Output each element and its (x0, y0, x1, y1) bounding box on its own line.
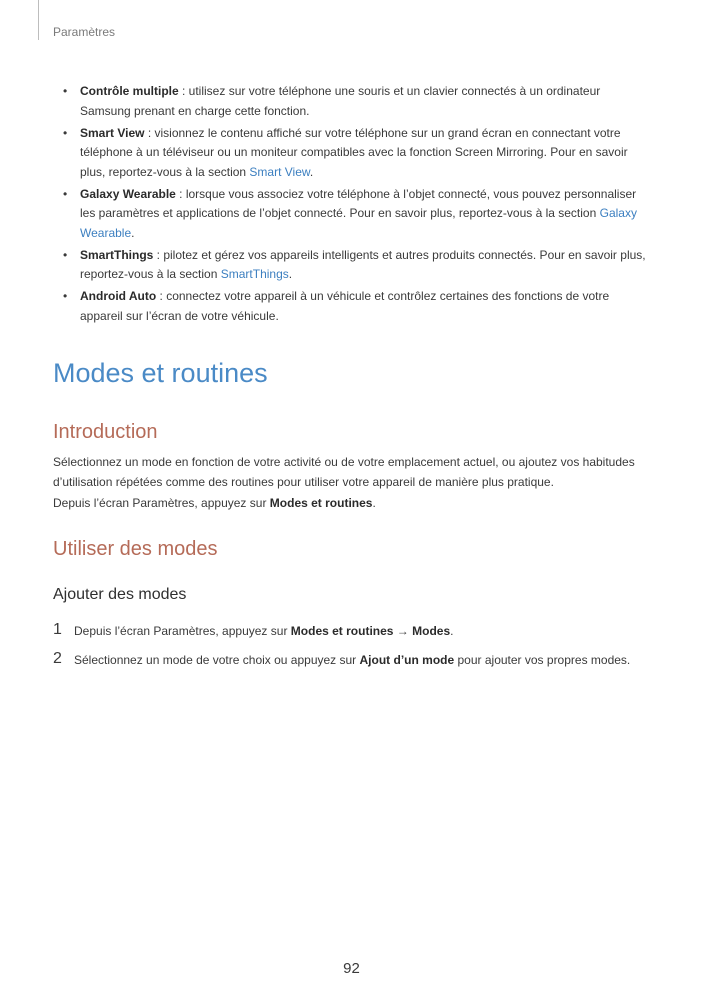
smart-view-link[interactable]: Smart View (249, 164, 310, 179)
bullet-term: Smart View (80, 125, 145, 140)
menu-item-modes: Modes (412, 624, 451, 638)
smartthings-link[interactable]: SmartThings (220, 267, 289, 281)
settings-path-paragraph: Depuis l’écran Paramètres, appuyez sur Modes et routines. (53, 496, 376, 510)
menu-path-modes-routines: Modes et routines (269, 496, 373, 510)
step-number: 1 (53, 621, 62, 638)
bullet-term: SmartThings (80, 247, 154, 262)
bullet-term: Android Auto (80, 289, 157, 303)
use-modes-heading: Utiliser des modes (53, 538, 218, 560)
bullet-icon: • (63, 289, 68, 303)
bullet-text: : utilisez sur votre téléphone une souris et un clavier connectés à un ordinateur Samsung prenant en charge cette fonction. (80, 84, 601, 118)
bullet-icon: • (63, 186, 68, 201)
list-item: • SmartThings : pilotez et gérez vos appareils intelligents et autres produits connectés. Pour en savoir plus, reportez-vous à la section SmartThings. (63, 247, 646, 281)
add-modes-subheading: Ajouter des modes (53, 586, 187, 603)
menu-item-modes-routines: Modes et routines (290, 624, 394, 638)
arrow-icon: → (393, 624, 413, 638)
bullet-icon: • (63, 247, 68, 262)
list-item (54, 287, 654, 326)
list-item (54, 82, 654, 121)
step-number: 2 (53, 650, 62, 667)
bullet-text: : connectez votre appareil à un véhicule et contrôlez certaines des fonctions de votre appareil sur l’écran de votre véhicule. (80, 289, 610, 323)
menu-item-add-mode: Ajout d’un mode (359, 653, 455, 667)
bullet-icon: • (63, 84, 68, 98)
introduction-heading: Introduction (53, 421, 158, 443)
bullet-text: : lorsque vous associez votre téléphone à l’objet connecté, vous pouvez personnaliser les paramètres et applications de l’objet connecté. Pour en savoir plus, reportez-vous à la section (80, 186, 637, 220)
step-text: Depuis l’écran Paramètres, appuyez sur Modes et routines → Modes. (74, 624, 454, 638)
bullet-icon: • (63, 125, 68, 140)
bullet-text: : pilotez et gérez vos appareils intelligents et autres produits connectés. Pour en savoir plus, reportez-vous à la section (80, 247, 646, 281)
list-item: • Smart View : visionnez le contenu affiché sur votre téléphone sur un grand écran en connectant votre téléphone à un téléviseur ou un moniteur compatibles avec la fonction Screen Mirroring. Pour en savoir plus, reportez-vous à la section Smart View. (63, 125, 628, 179)
list-item: • Galaxy Wearable : lorsque vous associez votre téléphone à l’objet connecté, vous pouvez personnaliser les paramètres et applications de l’objet connecté. Pour en savoir plus, reportez-vous à la section Galaxy Wearable. (63, 186, 637, 240)
running-header: Paramètres (53, 25, 116, 39)
bullet-term: Galaxy Wearable (80, 186, 176, 201)
bullet-term: Contrôle multiple (80, 84, 179, 98)
header-rule (38, 0, 39, 40)
step-text: Sélectionnez un mode de votre choix ou appuyez sur Ajout d’un mode pour ajouter vos propres modes. (74, 653, 631, 667)
galaxy-wearable-link[interactable]: Galaxy Wearable (80, 206, 637, 240)
bullet-text: : visionnez le contenu affiché sur votre téléphone sur un grand écran en connectant votre téléphone à un téléviseur ou un moniteur compatibles avec la fonction Screen Mirroring. Pour en savoir plus, reportez-vous à la section (80, 125, 628, 179)
page-title: Modes et routines (53, 358, 268, 388)
feature-list (54, 82, 654, 329)
page-number: 92 (343, 960, 360, 977)
introduction-paragraph: Sélectionnez un mode en fonction de votre activité ou de votre emplacement actuel, ou ajoutez vos habitudes d’utilisation répétées comme des routines pour utiliser votre appareil de manière plus pratique. (53, 455, 635, 489)
